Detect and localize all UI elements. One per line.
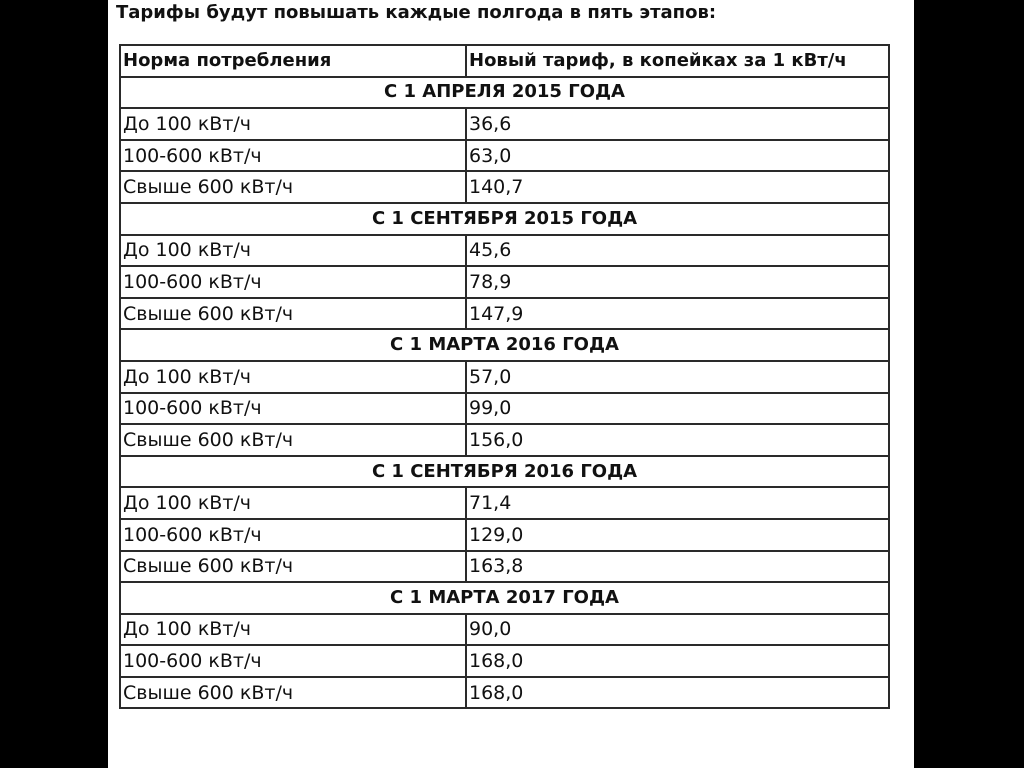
- tariff-cell: 45,6: [466, 235, 889, 267]
- tariff-cell: 129,0: [466, 519, 889, 551]
- tariff-cell: 78,9: [466, 266, 889, 298]
- tariff-cell: 140,7: [466, 171, 889, 203]
- tariff-cell: 168,0: [466, 645, 889, 677]
- period-row: [120, 203, 889, 235]
- table-row: [120, 487, 889, 519]
- header-consumption-norm: Норма потребления: [120, 45, 466, 77]
- table-row: [120, 645, 889, 677]
- norm-cell: Свыше 600 кВт/ч: [120, 551, 466, 583]
- period-row: [120, 329, 889, 361]
- period-title: С 1 МАРТА 2016 ГОДА: [120, 329, 889, 361]
- tariff-table: [119, 44, 890, 709]
- period-title: С 1 СЕНТЯБРЯ 2016 ГОДА: [120, 456, 889, 488]
- norm-cell: Свыше 600 кВт/ч: [120, 171, 466, 203]
- norm-cell: 100-600 кВт/ч: [120, 393, 466, 425]
- norm-cell: Свыше 600 кВт/ч: [120, 677, 466, 709]
- period-row: [120, 456, 889, 488]
- table-row: [120, 235, 889, 267]
- tariff-cell: 90,0: [466, 614, 889, 646]
- period-title: С 1 АПРЕЛЯ 2015 ГОДА: [120, 77, 889, 109]
- table-row: [120, 108, 889, 140]
- tariff-cell: 147,9: [466, 298, 889, 330]
- tariff-cell: 57,0: [466, 361, 889, 393]
- norm-cell: До 100 кВт/ч: [120, 361, 466, 393]
- table-row: [120, 266, 889, 298]
- table-row: [120, 614, 889, 646]
- period-row: [120, 582, 889, 614]
- norm-cell: До 100 кВт/ч: [120, 614, 466, 646]
- header-new-tariff: Новый тариф, в копейках за 1 кВт/ч: [466, 45, 889, 77]
- norm-cell: Свыше 600 кВт/ч: [120, 298, 466, 330]
- table-row: [120, 171, 889, 203]
- table-row: [120, 298, 889, 330]
- table-row: [120, 393, 889, 425]
- norm-cell: Свыше 600 кВт/ч: [120, 424, 466, 456]
- table-header-row: [120, 45, 889, 77]
- period-title: С 1 СЕНТЯБРЯ 2015 ГОДА: [120, 203, 889, 235]
- table-row: [120, 551, 889, 583]
- tariff-cell: 63,0: [466, 140, 889, 172]
- norm-cell: До 100 кВт/ч: [120, 108, 466, 140]
- norm-cell: 100-600 кВт/ч: [120, 266, 466, 298]
- norm-cell: До 100 кВт/ч: [120, 487, 466, 519]
- table-row: [120, 424, 889, 456]
- document-page: [108, 0, 914, 768]
- table-row: [120, 519, 889, 551]
- norm-cell: 100-600 кВт/ч: [120, 645, 466, 677]
- norm-cell: До 100 кВт/ч: [120, 235, 466, 267]
- table-row: [120, 677, 889, 709]
- period-title: С 1 МАРТА 2017 ГОДА: [120, 582, 889, 614]
- tariff-cell: 36,6: [466, 108, 889, 140]
- period-row: [120, 77, 889, 109]
- table-row: [120, 361, 889, 393]
- norm-cell: 100-600 кВт/ч: [120, 140, 466, 172]
- tariff-cell: 99,0: [466, 393, 889, 425]
- tariff-cell: 163,8: [466, 551, 889, 583]
- table-row: [120, 140, 889, 172]
- tariff-cell: 156,0: [466, 424, 889, 456]
- tariff-cell: 71,4: [466, 487, 889, 519]
- tariff-cell: 168,0: [466, 677, 889, 709]
- page-heading: Тарифы будут повышать каждые полгода в пять этапов:: [116, 2, 717, 23]
- norm-cell: 100-600 кВт/ч: [120, 519, 466, 551]
